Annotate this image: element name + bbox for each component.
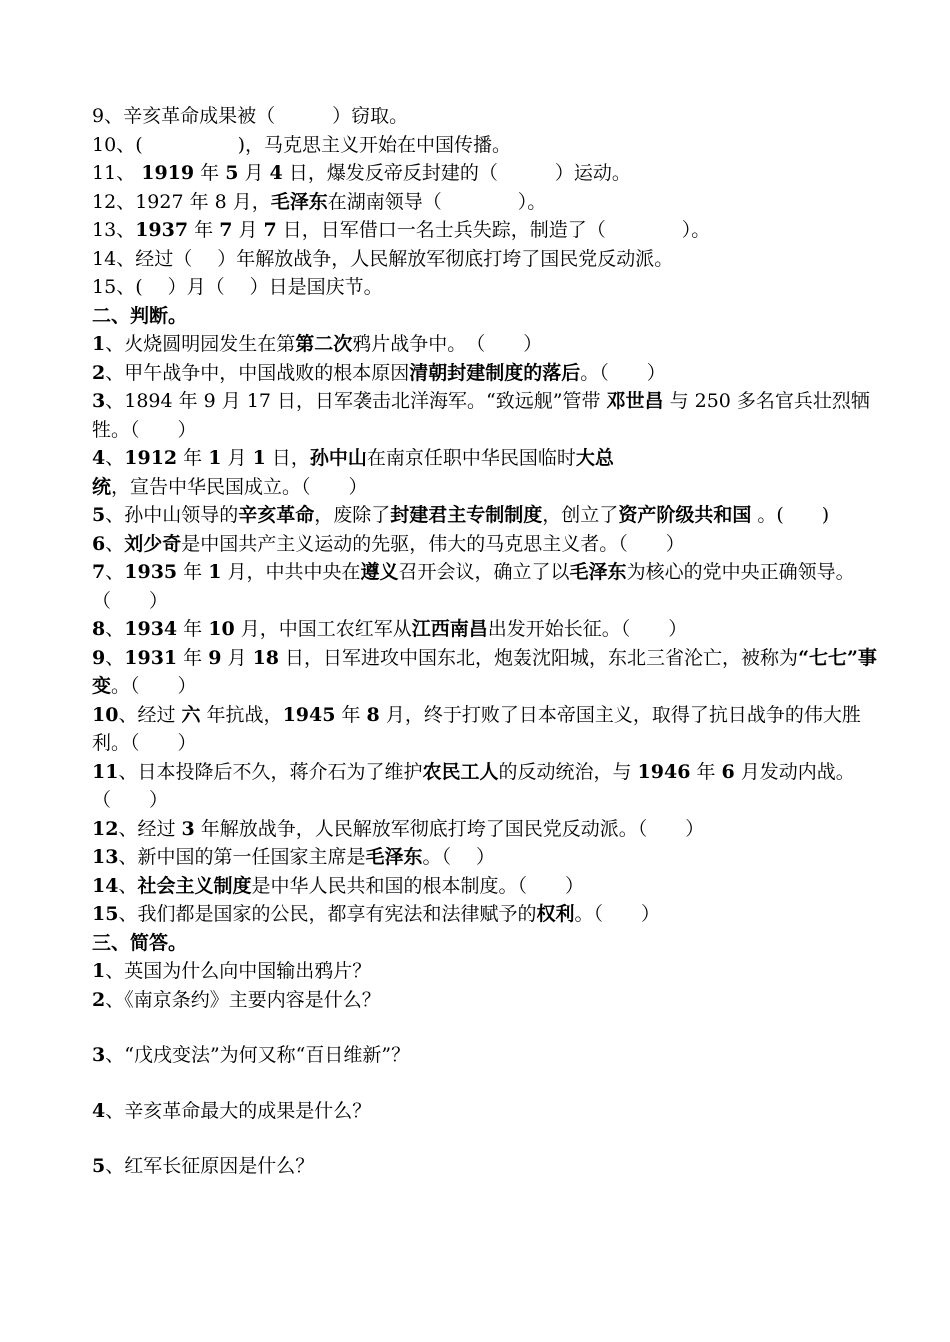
question-text: 遵义 xyxy=(360,561,399,583)
question-text: 年 xyxy=(335,703,367,726)
judge-question-5 xyxy=(92,501,882,530)
question-text: 、火烧圆明园发生在第 xyxy=(105,333,296,355)
question-text: 毛泽东 xyxy=(270,190,328,213)
question-text: 9 xyxy=(208,646,222,669)
question-text: 、日本投降后不久，蒋介石为了维护 xyxy=(118,760,423,783)
fill-question-12 xyxy=(92,188,882,217)
question-number: 10 xyxy=(92,703,119,726)
question-text: 。（ ） xyxy=(111,675,197,697)
question-text: 清朝封建制度的落后 xyxy=(409,361,581,384)
question-number: 15 xyxy=(92,903,119,925)
question-number: 13 xyxy=(92,846,119,868)
question-text: 1934 xyxy=(124,618,178,640)
question-text: 权利 xyxy=(536,903,575,925)
question-text: 月，中共中央在 xyxy=(221,561,361,583)
question-text: “七七”事变 xyxy=(92,646,877,697)
judge-question-14 xyxy=(92,872,882,901)
judge-question-3 xyxy=(92,387,882,444)
question-text: 1931 xyxy=(124,646,178,669)
question-text: 、我们都是国家的公民，都享有宪法和法律赋予的 xyxy=(118,903,537,925)
question-text: 。（ ） xyxy=(580,361,666,384)
question-text: 、1927 年 8 月， xyxy=(116,190,271,213)
fill-question-11 xyxy=(92,159,882,188)
question-text: 3 xyxy=(181,817,195,840)
question-text: 。( ) xyxy=(751,504,830,526)
question-text: 毛泽东 xyxy=(569,561,627,583)
answer-space[interactable] xyxy=(92,1125,882,1152)
question-number: 12 xyxy=(92,190,117,213)
question-text: 、“戊戌变法”为何又称“百日维新”？ xyxy=(105,1044,411,1066)
question-text: ，废除了 xyxy=(314,504,391,526)
question-text: 。（ ） xyxy=(574,903,660,925)
question-text: 1946 xyxy=(637,760,691,783)
question-text: 、经过（ ）年解放战争，人民解放军彻底打垮了国民党反动派。 xyxy=(116,247,674,270)
question-text: 、 xyxy=(116,162,142,184)
question-number: 6 xyxy=(92,532,106,555)
question-text: 、甲午战争中，中国战败的根本原因 xyxy=(105,361,410,384)
section-heading-judge: 二、判断。 xyxy=(92,304,188,327)
judge-question-4 xyxy=(92,444,882,501)
question-text: 1912 xyxy=(124,447,178,469)
question-text: 。（ ） xyxy=(422,846,496,868)
question-text: 年 xyxy=(194,162,226,184)
short-question-5 xyxy=(92,1152,882,1181)
question-number: 14 xyxy=(92,247,117,270)
question-number: 11 xyxy=(92,760,119,783)
question-text: 、 xyxy=(118,874,138,897)
question-text: 、新中国的第一任国家主席是 xyxy=(118,846,366,868)
question-number: 10 xyxy=(92,133,117,156)
judge-question-15 xyxy=(92,900,882,929)
question-text: 年 xyxy=(177,561,209,583)
judge-question-2 xyxy=(92,359,882,388)
question-text: 为核心的党中央正确领导。（ ） xyxy=(92,561,855,612)
judge-question-9 xyxy=(92,644,882,701)
question-text: 资产阶级共和国 xyxy=(618,504,752,526)
question-text: 6 xyxy=(721,760,735,783)
question-text: 辛亥革命 xyxy=(238,504,315,526)
question-number: 12 xyxy=(92,817,119,840)
question-text: 1 xyxy=(208,561,222,583)
question-text: 第二次 xyxy=(295,333,353,355)
question-number: 9 xyxy=(92,105,105,127)
short-question-3 xyxy=(92,1041,882,1070)
question-text: 刘少奇 xyxy=(124,532,182,555)
question-text: 六 xyxy=(181,703,201,726)
question-text: 4 xyxy=(269,162,283,184)
fill-question-14 xyxy=(92,245,882,274)
question-text: 7 xyxy=(219,219,233,241)
question-text: 鸦片战争中。 （ ） xyxy=(352,333,543,355)
question-text: 、英国为什么向中国输出鸦片？ xyxy=(105,960,372,982)
question-number: 4 xyxy=(92,1099,106,1122)
question-text: 8 xyxy=(366,703,380,726)
question-number: 9 xyxy=(92,646,106,669)
judge-question-10 xyxy=(92,701,882,758)
question-text: 、 xyxy=(116,219,136,241)
question-text: 5 xyxy=(225,162,239,184)
judge-question-7 xyxy=(92,558,882,615)
question-text: 日，日军借口一名士兵失踪，制造了（ ）。 xyxy=(276,219,711,241)
fill-question-9 xyxy=(92,102,882,131)
question-number: 3 xyxy=(92,1044,106,1066)
fill-question-10 xyxy=(92,131,882,160)
question-text: 1 xyxy=(252,447,266,469)
question-text: 、辛亥革命最大的成果是什么？ xyxy=(105,1099,372,1122)
question-text: 江西南昌 xyxy=(411,618,488,640)
question-number: 13 xyxy=(92,219,117,241)
question-text: 月 xyxy=(221,646,253,669)
question-text: 毛泽东 xyxy=(365,846,423,868)
question-text: 、1894 年 9 月 17 日，日军袭击北洋海军。“致远舰”管带 xyxy=(105,390,607,412)
question-text: 出发开始长征。（ ） xyxy=(487,618,688,640)
question-number: 2 xyxy=(92,361,106,384)
question-text: 、( ）月（ ）日是国庆节。 xyxy=(116,276,383,298)
question-number: 8 xyxy=(92,618,106,640)
question-text: 月 xyxy=(238,162,270,184)
question-text: 月 xyxy=(221,447,253,469)
question-text: 日，日军进攻中国东北，炮轰沈阳城，东北三省沦亡，被称为 xyxy=(279,646,799,669)
question-number: 15 xyxy=(92,276,117,298)
judge-question-8 xyxy=(92,615,882,644)
question-text: 大总统 xyxy=(92,447,614,498)
question-text: 的反动统治，与 xyxy=(498,760,638,783)
judge-question-11 xyxy=(92,758,882,815)
question-number: 1 xyxy=(92,960,106,982)
question-text: 封建君主专制制度 xyxy=(390,504,543,526)
question-text: 、 xyxy=(105,646,125,669)
judge-question-12 xyxy=(92,815,882,844)
short-question-2 xyxy=(92,986,882,1015)
question-number: 1 xyxy=(92,333,106,355)
question-text: 月 xyxy=(232,219,264,241)
question-text: 1945 xyxy=(282,703,336,726)
question-text: 月发动内战。（ ） xyxy=(92,760,855,811)
question-text: 、孙中山领导的 xyxy=(105,504,239,526)
question-text: 、辛亥革命成果被（ ）窃取。 xyxy=(104,105,409,127)
fill-question-13 xyxy=(92,216,882,245)
answer-space[interactable] xyxy=(92,1070,882,1097)
question-text: 年抗战， xyxy=(200,703,283,726)
question-number: 11 xyxy=(92,162,117,184)
short-question-4 xyxy=(92,1097,882,1126)
question-text: 月，终于打败了日本帝国主义，取得了抗日战争的伟大胜利。（ ） xyxy=(92,703,861,754)
question-text: 月，中国工农红军从 xyxy=(234,618,412,640)
question-text: 1919 xyxy=(141,162,195,184)
question-text: 10 xyxy=(208,618,235,640)
question-number: 3 xyxy=(92,390,106,412)
question-text: 7 xyxy=(263,219,277,241)
question-text: 、红军长征原因是什么？ xyxy=(105,1155,315,1177)
question-text: 邓世昌 xyxy=(606,390,664,412)
question-text: 日， xyxy=(265,447,310,469)
question-text: 是中华人民共和国的根本制度。（ ） xyxy=(251,874,584,897)
question-text: 18 xyxy=(252,646,280,669)
question-text: 与 250 多名官兵壮烈牺牲。（ ） xyxy=(92,390,870,441)
true-false-list xyxy=(92,330,882,929)
answer-space[interactable] xyxy=(92,1014,882,1041)
question-text: 年 xyxy=(177,646,209,669)
question-text: 年解放战争，人民解放军彻底打垮了国民党反动派。（ ） xyxy=(194,817,705,840)
question-text: 、经过 xyxy=(118,703,182,726)
question-text: 、 xyxy=(105,618,125,640)
question-text: 是中国共产主义运动的先驱，伟大的马克思主义者。（ ） xyxy=(181,532,685,555)
question-text: 、( )，马克思主义开始在中国传播。 xyxy=(116,133,512,156)
worksheet-page xyxy=(92,102,882,1181)
question-text: 、 xyxy=(105,447,125,469)
question-text: 年 xyxy=(690,760,722,783)
question-number: 4 xyxy=(92,447,106,469)
question-text: 年 xyxy=(188,219,220,241)
short-question-1 xyxy=(92,957,882,986)
question-text: 1935 xyxy=(124,561,178,583)
fill-question-15 xyxy=(92,273,882,302)
question-text: 1937 xyxy=(135,219,189,241)
question-number: 2 xyxy=(92,988,106,1011)
question-text: 年 xyxy=(177,618,209,640)
judge-question-6 xyxy=(92,530,882,559)
question-text: 1 xyxy=(208,447,222,469)
short-answer-list xyxy=(92,957,882,1181)
question-text: ，创立了 xyxy=(542,504,619,526)
question-text: 、经过 xyxy=(118,817,182,840)
question-text: ，宣告中华民国成立。（ ） xyxy=(111,475,368,498)
fill-in-blank-list xyxy=(92,102,882,302)
question-text: 农民工人 xyxy=(422,760,499,783)
question-text: 召开会议，确立了以 xyxy=(398,561,570,583)
judge-question-13 xyxy=(92,843,882,872)
judge-question-1 xyxy=(92,330,882,359)
question-text: 在南京任职中华民国临时 xyxy=(366,447,576,469)
question-number: 7 xyxy=(92,561,106,583)
question-text: 、 xyxy=(105,561,125,583)
question-text: 在湖南领导（ ）。 xyxy=(327,190,547,213)
section-heading-short-answer: 三、简答。 xyxy=(92,931,188,954)
question-text: 年 xyxy=(177,447,209,469)
question-number: 14 xyxy=(92,874,119,897)
question-text: 孙中山 xyxy=(309,447,367,469)
question-text: 、 xyxy=(105,532,125,555)
question-text: 社会主义制度 xyxy=(137,874,252,897)
question-number: 5 xyxy=(92,1155,106,1177)
question-number: 5 xyxy=(92,504,106,526)
question-text: 日，爆发反帝反封建的（ ）运动。 xyxy=(282,162,631,184)
question-text: 、《南京条约》主要内容是什么？ xyxy=(105,988,381,1011)
